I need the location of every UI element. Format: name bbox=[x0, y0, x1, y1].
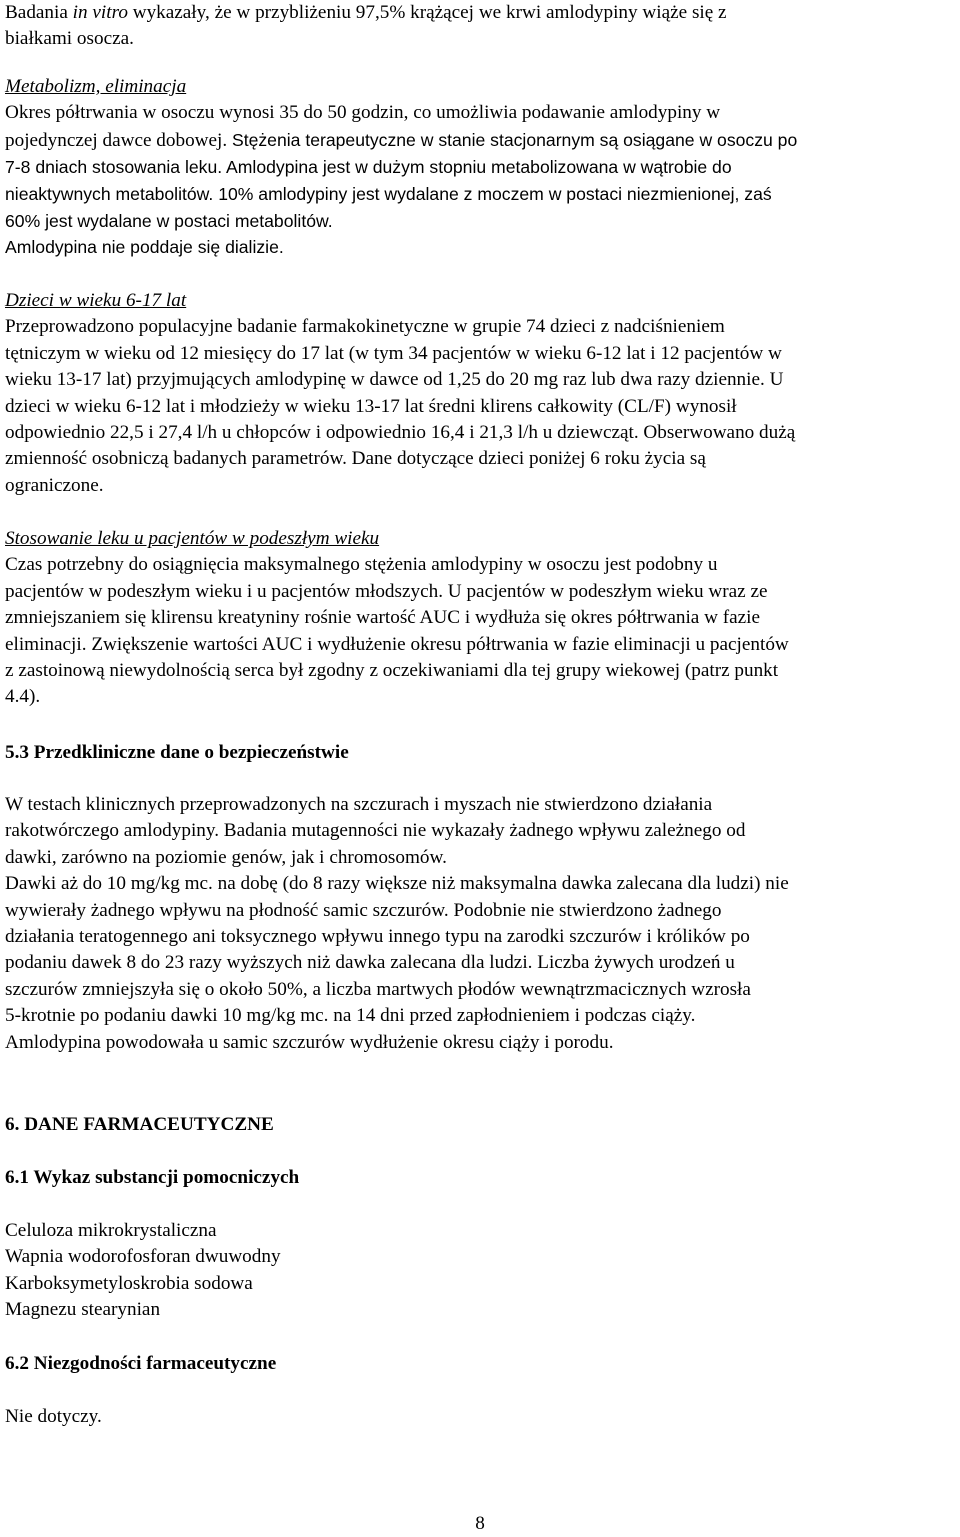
distribution-paragraph bbox=[5, 0, 955, 53]
elderly-section bbox=[5, 526, 955, 711]
metabolism-text: Stężenia terapeutyczne w stanie stacjonarnym są osiągane w osoczu po bbox=[231, 129, 798, 150]
preclinical-section bbox=[5, 792, 955, 1056]
incompat-heading-block bbox=[5, 1351, 955, 1377]
preclinical-heading: 5.3 Przedkliniczne dane o bezpieczeństwie bbox=[5, 742, 349, 763]
excipient-item: Magnezu stearynian bbox=[5, 1299, 161, 1321]
preclinical-line: Dawki aż do 10 mg/kg mc. na dobę (do 8 razy większe niż maksymalna dawka zalecana dla ludzi) nie bbox=[5, 873, 789, 895]
preclinical-line: dawki, zarówno na poziomie genów, jak i chromosomów. bbox=[5, 846, 447, 868]
page-number: 8 bbox=[475, 1513, 485, 1534]
children-line: ograniczone. bbox=[5, 474, 104, 496]
children-line: dzieci w wieku 6-12 lat i młodzieży w wieku 13-17 lat średni klirens całkowity (CL/F) wynosił bbox=[5, 395, 737, 417]
elderly-line: zmniejszaniem się klirensu kreatyniny rośnie wartość AUC i wydłuża się okres półtrwania w fazie bbox=[5, 607, 761, 629]
metabolism-text: nieaktywnych metabolitów. bbox=[5, 183, 219, 204]
metabolism-line bbox=[5, 181, 955, 208]
distribution-line-2: białkami osocza. bbox=[5, 28, 134, 50]
excipients-list bbox=[5, 1218, 955, 1324]
excipient-item: Karboksymetyloskrobia sodowa bbox=[5, 1272, 253, 1294]
elderly-line: 4.4). bbox=[5, 686, 41, 708]
metabolism-text: 10% amlodypiny jest wydalane z moczem w postaci niezmienionej, zaś bbox=[218, 183, 772, 204]
preclinical-line: rakotwórczego amlodypiny. Badania mutagenności nie wykazały żadnego wpływu zależnego od bbox=[5, 820, 746, 842]
children-line: wieku 13-17 lat) przyjmujących amlodypinę w dawce od 1,25 do 20 mg raz lub dwa razy dziennie. U bbox=[5, 369, 784, 391]
preclinical-line: 5-krotnie po podaniu dawki 10 mg/kg mc. na 14 dni przed zapłodnieniem i podczas ciąży. bbox=[5, 1005, 696, 1027]
elderly-line: Czas potrzebny do osiągnięcia maksymalnego stężenia amlodypiny w osoczu jest podobny u bbox=[5, 554, 718, 576]
children-line: Przeprowadzono populacyjne badanie farmakokinetyczne w grupie 74 dzieci z nadciśnieniem bbox=[5, 316, 725, 338]
elderly-line: eliminacji. Zwiększenie wartości AUC i wydłużenie okresu półtrwania w fazie eliminacji u pacjentów bbox=[5, 633, 789, 655]
preclinical-line: Amlodypina powodowała u samic szczurów wydłużenie okresu ciąży i porodu. bbox=[5, 1031, 614, 1053]
incompat-text: Nie dotyczy. bbox=[5, 1406, 102, 1427]
excipient-item: Wapnia wodorofosforan dwuwodny bbox=[5, 1246, 281, 1268]
elderly-line: z zastoinową niewydolnością serca był zgodny z oczekiwaniami dla tej grupy wiekowej (patrz punkt bbox=[5, 660, 779, 682]
excipients-heading-block bbox=[5, 1165, 955, 1191]
preclinical-heading-block bbox=[5, 740, 955, 766]
excipients-heading: 6.1 Wykaz substancji pomocniczych bbox=[5, 1167, 300, 1188]
children-line: odpowiednio 22,5 i 27,4 l/h u chłopców i odpowiednio 16,4 i 21,3 l/h u dziewcząt. Obserwowano dużą bbox=[5, 422, 796, 444]
metabolism-line bbox=[5, 127, 955, 154]
preclinical-line: wywierały żadnego wpływu na płodność samic szczurów. Podobnie nie stwierdzono żadnego bbox=[5, 899, 722, 921]
incompat-heading: 6.2 Niezgodności farmaceutyczne bbox=[5, 1353, 277, 1374]
children-section bbox=[5, 288, 955, 499]
metabolism-heading: Metabolizm, eliminacja bbox=[5, 76, 187, 97]
pharmaceutical-heading-block bbox=[5, 1112, 955, 1138]
children-heading: Dzieci w wieku 6-17 lat bbox=[5, 290, 187, 311]
metabolism-section bbox=[5, 74, 955, 261]
metabolism-text: pojedynczej dawce dobowej. bbox=[5, 129, 232, 151]
children-line: zmienność osobniczą badanych parametrów. Dane dotyczące dzieci poniżej 6 roku życia są bbox=[5, 448, 706, 470]
metabolism-line: 7-8 dniach stosowania leku. Amlodypina jest w dużym stopniu metabolizowana w wątrobie do bbox=[5, 157, 732, 178]
elderly-line: pacjentów w podeszłym wieku i u pacjentów młodszych. U pacjentów w podeszłym wieku wraz ze bbox=[5, 580, 768, 602]
preclinical-line: W testach klinicznych przeprowadzonych na szczurach i myszach nie stwierdzono działania bbox=[5, 794, 713, 815]
pharmaceutical-heading: 6. DANE FARMACEUTYCZNE bbox=[5, 1114, 274, 1135]
preclinical-line: podaniu dawek 8 do 23 razy wyższych niż dawka zalecana dla ludzi. Liczba żywych urodzeń u bbox=[5, 952, 735, 974]
children-line: tętniczym w wieku od 12 miesięcy do 17 lat (w tym 34 pacjentów w wieku 6-12 lat i 12 pacjentów w bbox=[5, 342, 782, 364]
metabolism-line: 60% jest wydalane w postaci metabolitów. bbox=[5, 211, 333, 232]
distribution-text: wykazały, że w przybliżeniu 97,5% krążącej we krwi amlodypiny wiąże się z bbox=[127, 2, 727, 23]
metabolism-line: Amlodypina nie poddaje się dializie. bbox=[5, 237, 284, 258]
preclinical-line: działania teratogennego ani toksycznego wpływu innego typu na zarodki szczurów i królików po bbox=[5, 926, 750, 948]
in-vitro-term: in vitro bbox=[72, 2, 128, 23]
preclinical-line: szczurów zmniejszyła się o około 50%, a liczba martwych płodów wewnątrzmacicznych wzrosła bbox=[5, 978, 751, 1000]
elderly-heading: Stosowanie leku u pacjentów w podeszłym wieku bbox=[5, 528, 380, 549]
distribution-text: Badania bbox=[5, 2, 73, 23]
distribution-line-1 bbox=[5, 0, 955, 26]
metabolism-line: Okres półtrwania w osoczu wynosi 35 do 50 godzin, co umożliwia podawanie amlodypiny w bbox=[5, 102, 721, 124]
incompat-text-block bbox=[5, 1404, 955, 1430]
excipient-item: Celuloza mikrokrystaliczna bbox=[5, 1220, 217, 1241]
